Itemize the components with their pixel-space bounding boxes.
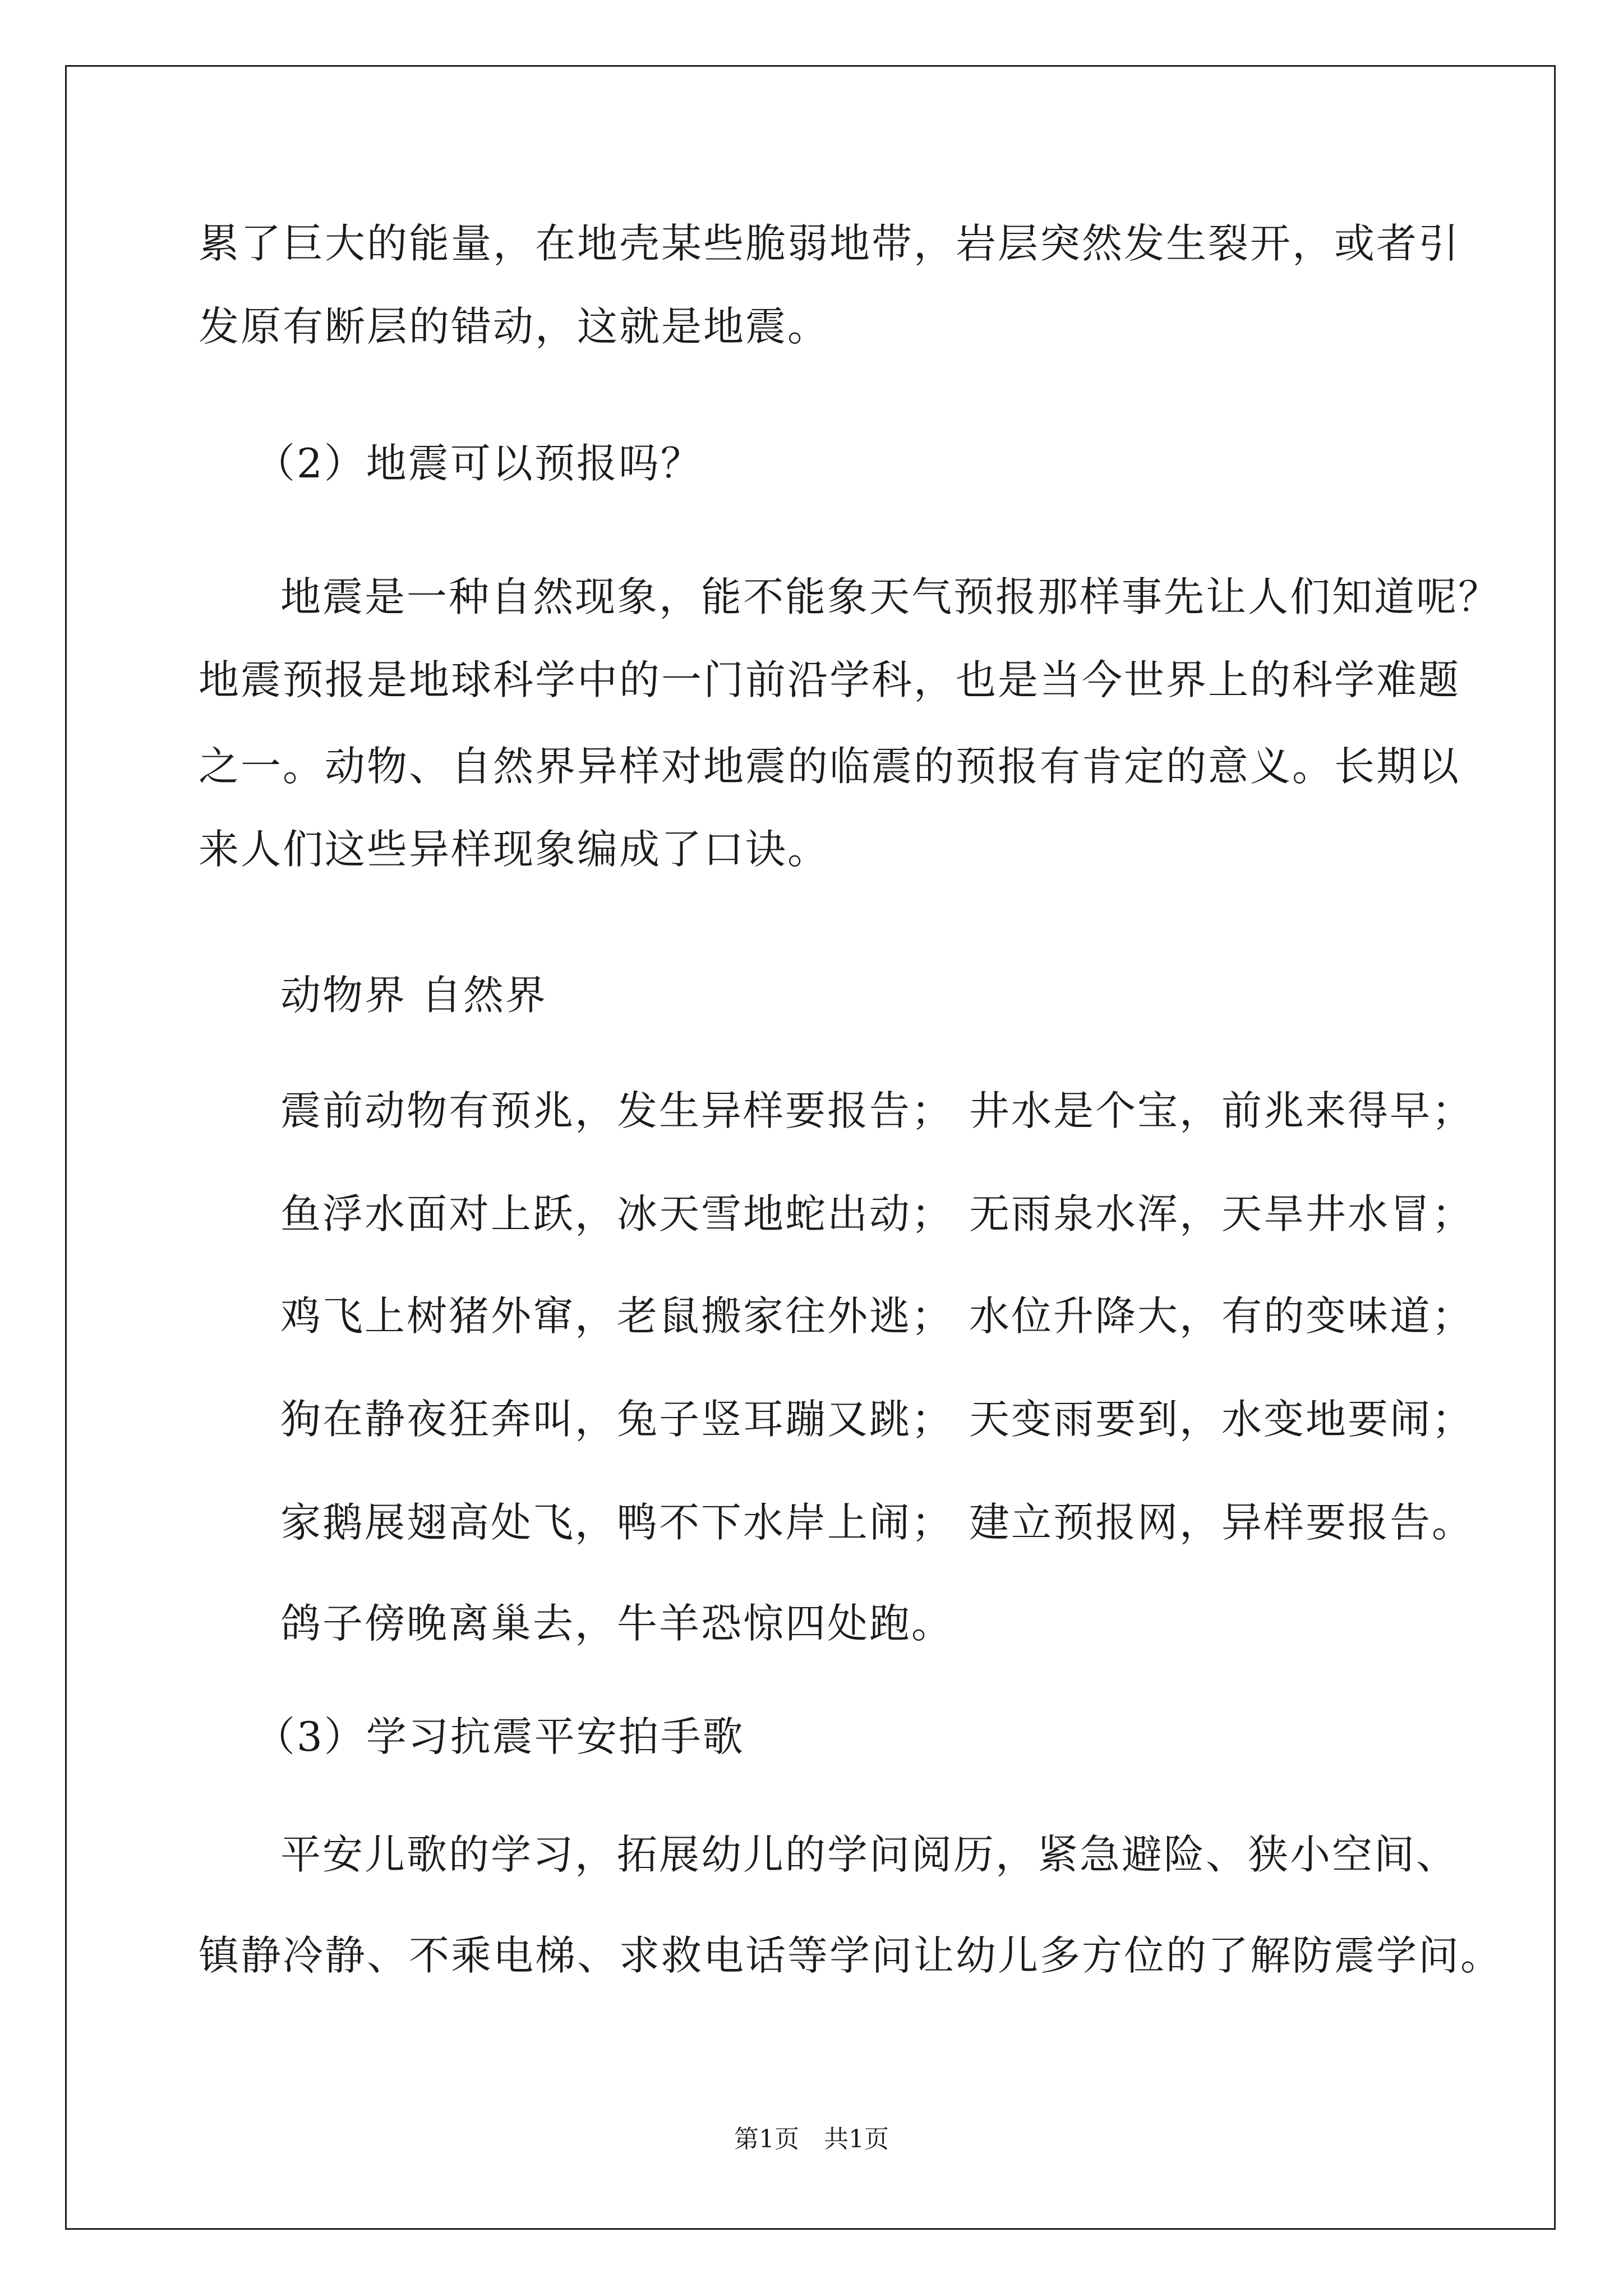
paragraph-line: 地震预报是地球科学中的一门前沿学科，也是当今世界上的科学难题 <box>199 656 1461 703</box>
paragraph-line: 来人们这些异样现象编成了口诀。 <box>199 826 830 873</box>
poem-line-left: 狗在静夜狂奔叫，兔子竖耳蹦又跳； <box>280 1396 954 1443</box>
poem-line-right: 建立预报网，异样要报告。 <box>969 1499 1474 1546</box>
poem-line-left: 震前动物有预兆，发生异样要报告； <box>280 1087 954 1134</box>
poem-line-left: 鸡飞上树猪外窜，老鼠搬家往外逃； <box>280 1292 954 1340</box>
poem-line-left: 鱼浮水面对上跃，冰天雪地蛇出动； <box>280 1190 954 1237</box>
poem-line-right: 水位升降大，有的变味道； <box>969 1292 1474 1340</box>
paragraph-line: 平安儿歌的学习，拓展幼儿的学问阅历，紧急避险、狭小空间、 <box>280 1831 1459 1878</box>
section-heading: （3）学习抗震平安拍手歌 <box>255 1713 745 1760</box>
paragraph-line: 之一。动物、自然界异样对地震的临震的预报有肯定的意义。长期以 <box>199 743 1461 790</box>
poem-line-right: 无雨泉水浑，天旱井水冒； <box>969 1190 1474 1237</box>
poem-line-left: 家鹅展翅高处飞，鸭不下水岸上闹； <box>280 1499 954 1546</box>
poem-header: 动物界 自然界 <box>280 972 547 1019</box>
paragraph-line: 镇静冷静、不乘电梯、求救电话等学问让幼儿多方位的了解防震学问。 <box>199 1932 1503 1979</box>
section-heading: （2）地震可以预报吗？ <box>255 440 703 487</box>
paragraph-line: 累了巨大的能量，在地壳某些脆弱地带，岩层突然发生裂开，或者引 <box>199 220 1461 267</box>
poem-line-left: 鸽子傍晚离巢去，牛羊恐惊四处跑。 <box>280 1600 954 1647</box>
page-number-footer: 第1页 共1页 <box>734 2125 889 2154</box>
poem-line-right: 井水是个宝，前兆来得早； <box>969 1087 1474 1134</box>
paragraph-line: 地震是一种自然现象，能不能象天气预报那样事先让人们知道呢？ <box>280 573 1501 620</box>
page-border <box>65 65 1556 2230</box>
poem-line-right: 天变雨要到，水变地要闹； <box>969 1396 1474 1443</box>
paragraph-line: 发原有断层的错动，这就是地震。 <box>199 303 830 350</box>
